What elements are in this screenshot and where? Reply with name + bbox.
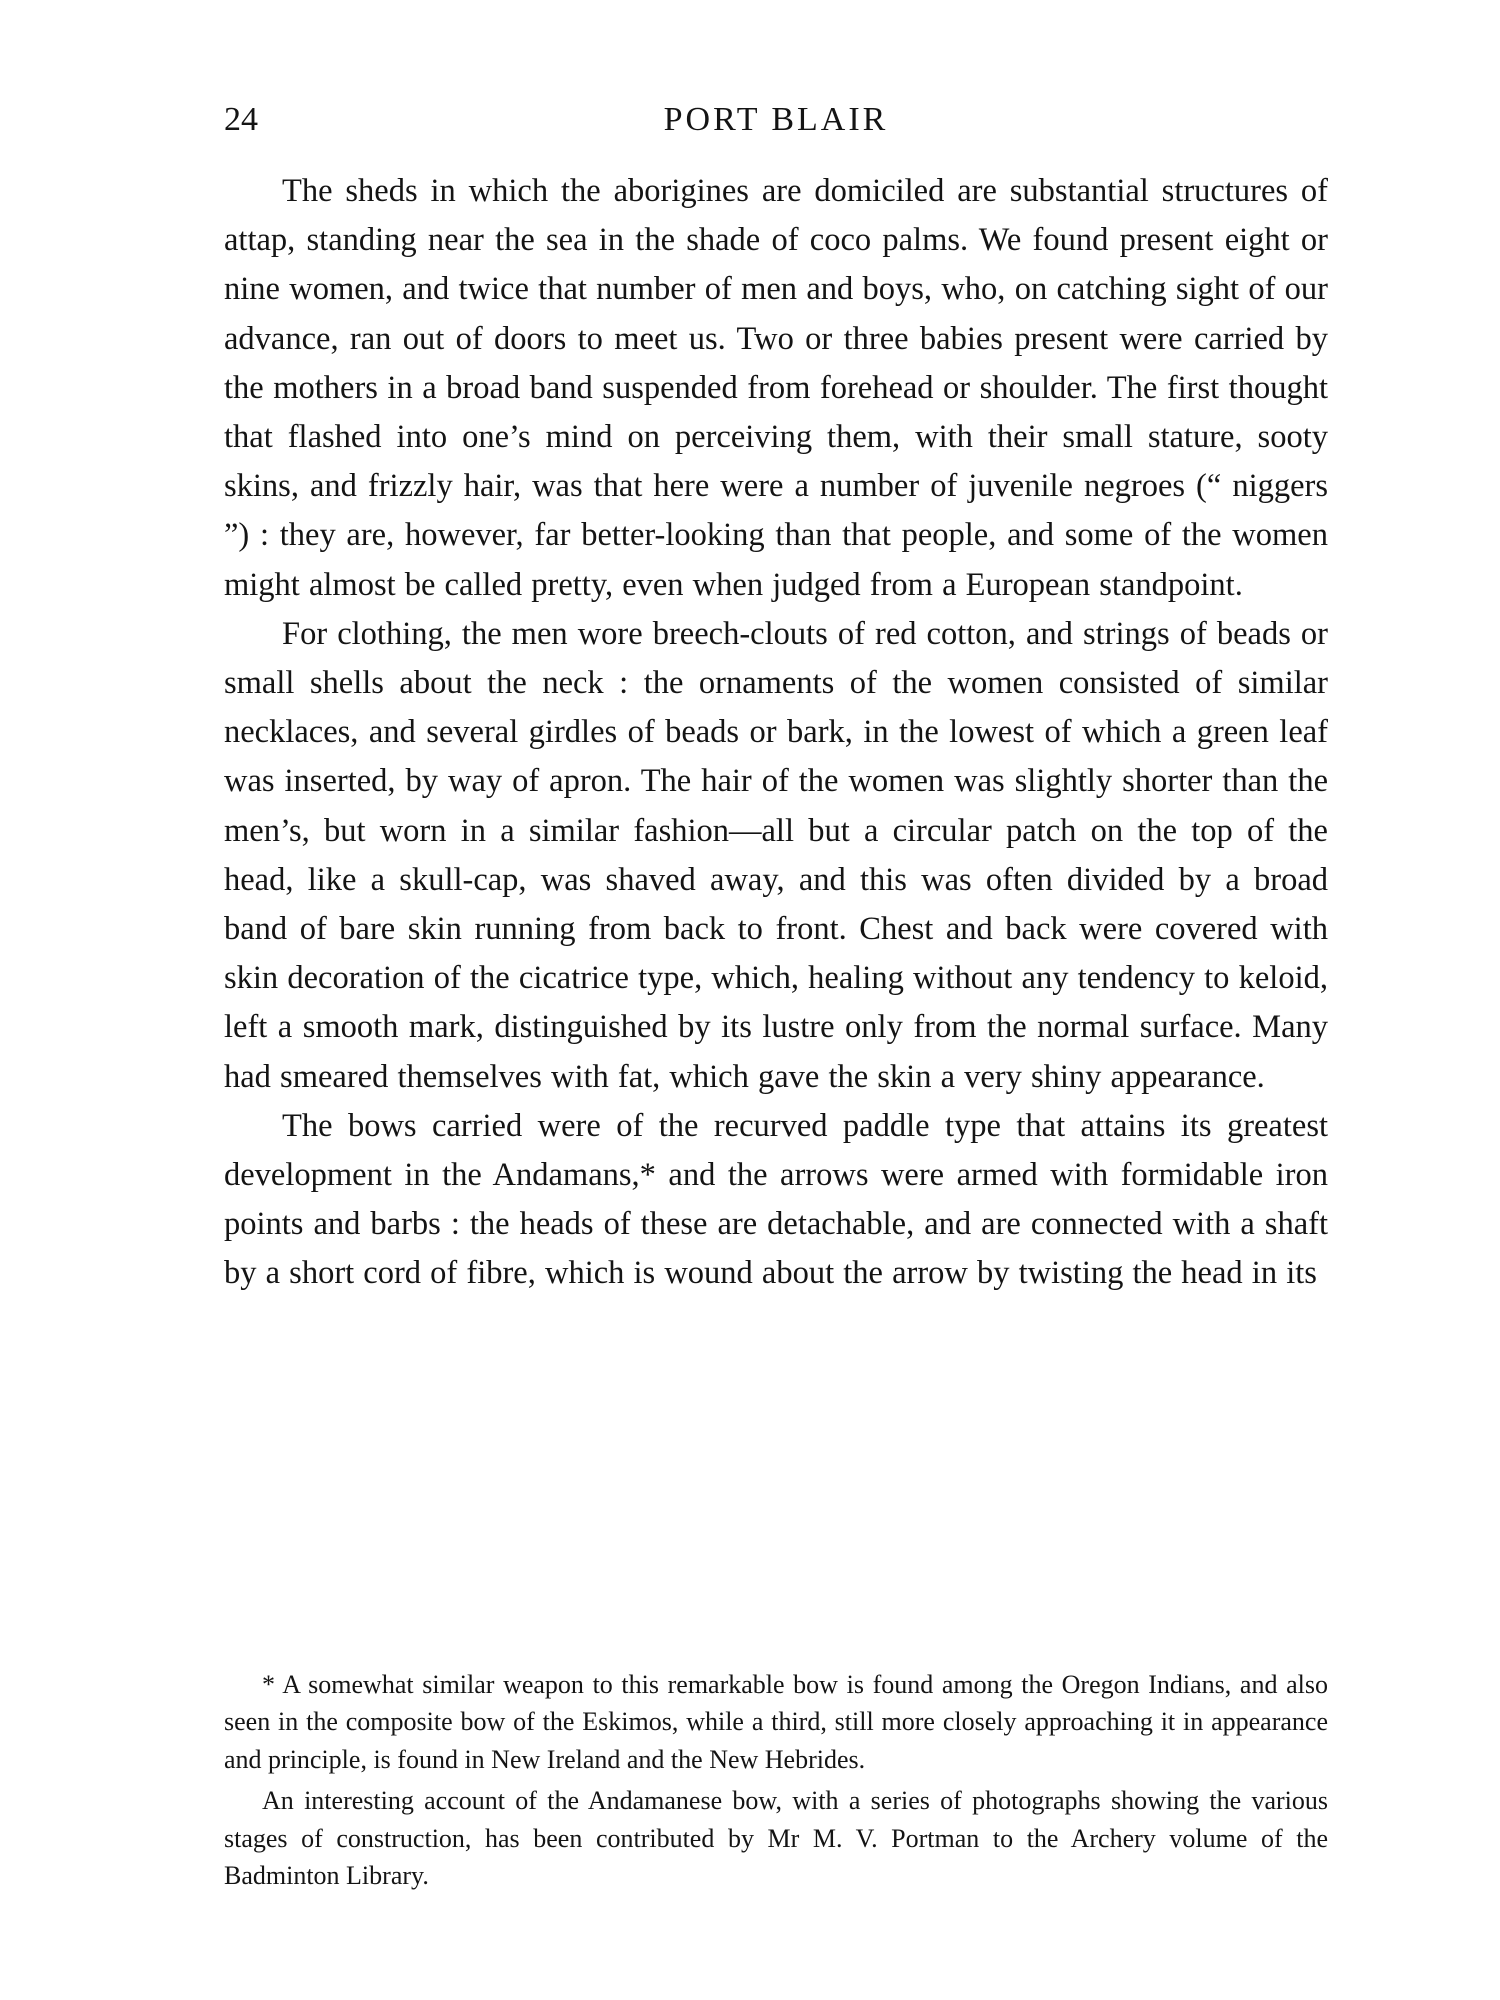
footnote-bow-comparison: * A somewhat similar weapon to this remarkable bow is found among the Oregon Indians, and also seen in the composite bow of the Eskimos, while a third, still more closely approaching it in appearance and principle, is found in New Ireland and the New Hebrides. [224, 1670, 1328, 1774]
running-title: PORT BLAIR [663, 101, 889, 138]
paragraph-clothing: For clothing, the men wore breech-clouts of red cotton, and strings of beads or small shells about the neck : the ornaments of the women consisted of similar necklaces, and several girdles of beads or bark, in the lowest of which a green leaf was inserted, by way of apron. The hair of the women was slightly shorter than the men’s, but worn in a similar fashion—all but a circular patch on the top of the head, like a skull-cap, was shaved away, and this was often divided by a broad band of bare skin running from back to front. Chest and back were covered with skin decoration of the cicatrice type, which, healing without any tendency to keloid, left a smooth mark, distinguished by its lustre only from the normal surface. Many had smeared themselves with fat, which gave the skin a very shiny appearance. [224, 615, 1328, 1095]
paragraph-bows: The bows carried were of the recurved paddle type that attains its greatest development in the Andamans,* and the arrows were armed with formidable iron points and barbs : the heads of these are detachable, and are connected with a shaft by a short cord of fibre, which is wound about the arrow by twisting the head in its [224, 1107, 1328, 1292]
footnote-andamanese-bow: An interesting account of the Andamanese bow, with a series of photographs showing the various stages of construction, has been contributed by Mr M. V. Portman to the Archery volume of the Badminton Library. [224, 1786, 1328, 1891]
page-number: 24 [224, 101, 258, 138]
page-header [224, 96, 1328, 144]
paragraph-sheds: The sheds in which the aborigines are domiciled are substantial structures of attap, standing near the sea in the shade of coco palms. We found present eight or nine women, and twice that number of men and boys, who, on catching sight of our advance, ran out of doors to meet us. Two or three babies present were carried by the mothers in a broad band suspended from forehead or shoulder. The first thought that flashed into one’s mind on perceiving them, with their small stature, sooty skins, and frizzly hair, was that here were a number of juvenile negroes (“ niggers ”) : they are, however, far better-looking than that people, and some of the women might almost be called pretty, even when judged from a European standpoint. [224, 173, 1328, 603]
footnotes [224, 1666, 1328, 1894]
body-text [224, 167, 1328, 1299]
